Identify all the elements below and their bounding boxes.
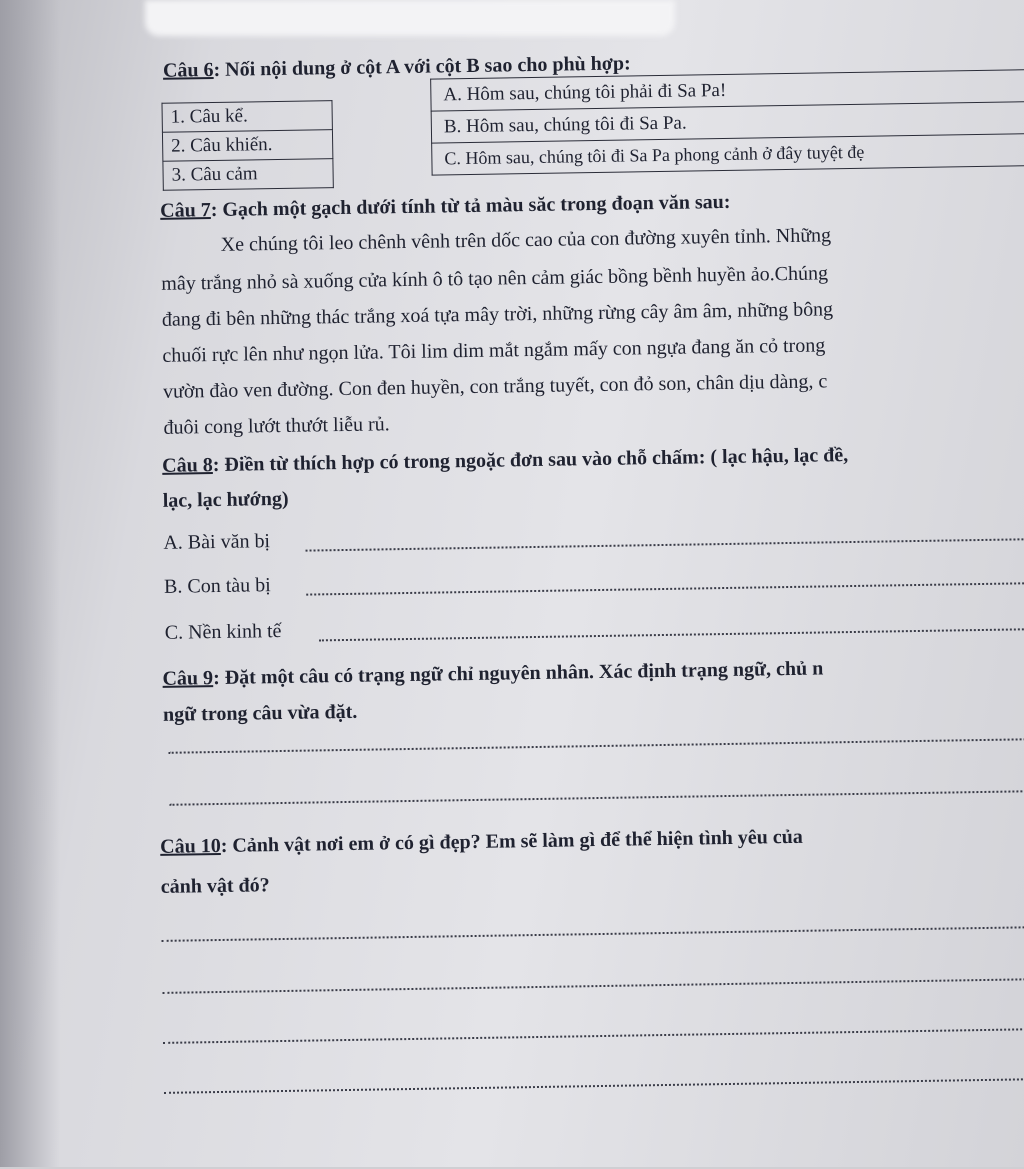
q8-heading-cont: lạc, lạc hướng) (162, 487, 289, 512)
q6-col-b-item: B. Hôm sau, chúng tôi đi Sa Pa. (431, 101, 1024, 142)
q7-text: : Gạch một gạch dưới tính từ tả màu săc trong đoạn văn sau: (210, 190, 731, 222)
q7-passage-line: đuôi cong lướt thướt liễu rủ. (163, 413, 390, 439)
q6-col-b-item: C. Hôm sau, chúng tôi đi Sa Pa phong cảnh ở đây tuyệt đẹ (431, 133, 1024, 175)
q8-heading (162, 444, 848, 478)
q6-col-b-item: A. Hôm sau, chúng tôi phải đi Sa Pa! (430, 69, 1024, 110)
q6-column-a (161, 100, 333, 191)
q7-passage-line: vườn đào ven đường. Con đen huyền, con trắng tuyết, con đỏ son, chân dịu dàng, c (162, 370, 828, 403)
answer-line[interactable] (306, 538, 1024, 551)
q10-text: : Cảnh vật nơi em ở có gì đẹp? Em sẽ làm gì để thể hiện tình yêu của (220, 825, 804, 857)
q8-item-a: A. Bài văn bị (163, 530, 271, 554)
answer-line[interactable] (306, 582, 1024, 595)
q6-number: Câu 6 (162, 58, 214, 82)
q8-item-c: C. Nền kinh tế (164, 619, 282, 644)
answer-line[interactable] (162, 926, 1024, 942)
q10-heading-cont: cảnh vật đó? (160, 874, 270, 898)
q8-item-b: B. Con tàu bị (163, 574, 271, 598)
q7-passage-line: Xe chúng tôi leo chênh vênh trên dốc cao của con đường xuyên tỉnh. Những (220, 224, 832, 256)
q9-text: : Đặt một câu có trạng ngữ chỉ nguyên nhân. Xác định trạng ngữ, chủ n (212, 657, 824, 690)
answer-line[interactable] (163, 1028, 1024, 1044)
q6-text: : Nối nội dung ở cột A với cột B sao cho phù hợp: (213, 52, 631, 81)
q6-col-a-item: 2. Câu khiến. (162, 130, 332, 162)
q9-heading (162, 657, 823, 690)
q7-passage-line: chuối rực lên như ngọn lửa. Tôi lim dim mắt ngắm mấy con ngựa đang ăn cỏ trong (162, 334, 826, 367)
answer-line[interactable] (162, 978, 1024, 994)
q8-text: : Điền từ thích hợp có trong ngoặc đơn sau vào chỗ chấm: ( lạc hậu, lạc đề, (212, 444, 849, 477)
answer-line[interactable] (169, 738, 1024, 754)
q9-heading-cont: ngữ trong câu vừa đặt. (162, 700, 358, 726)
q6-column-b (430, 69, 1024, 175)
q9-number: Câu 9 (162, 667, 214, 690)
q7-heading (160, 191, 731, 223)
q10-number: Câu 10 (159, 834, 221, 858)
q10-heading (160, 826, 803, 859)
q7-passage-line: mây trắng nhỏ sà xuống cửa kính ô tô tạo nên cảm giác bồng bềnh huyền ảo.Chúng (161, 262, 829, 295)
q7-number: Câu 7 (159, 199, 211, 222)
answer-line[interactable] (319, 628, 1024, 641)
q6-col-a-item: 1. Câu kể. (162, 101, 332, 133)
q7-passage-line: đang đi bên những thác trắng xoá tựa mây trời, những rừng cây âm âm, những bông (161, 298, 834, 331)
q6-col-a-item: 3. Câu cảm (163, 159, 333, 191)
q8-number: Câu 8 (162, 454, 213, 477)
answer-line[interactable] (164, 1078, 1024, 1094)
answer-line[interactable] (169, 790, 1024, 806)
